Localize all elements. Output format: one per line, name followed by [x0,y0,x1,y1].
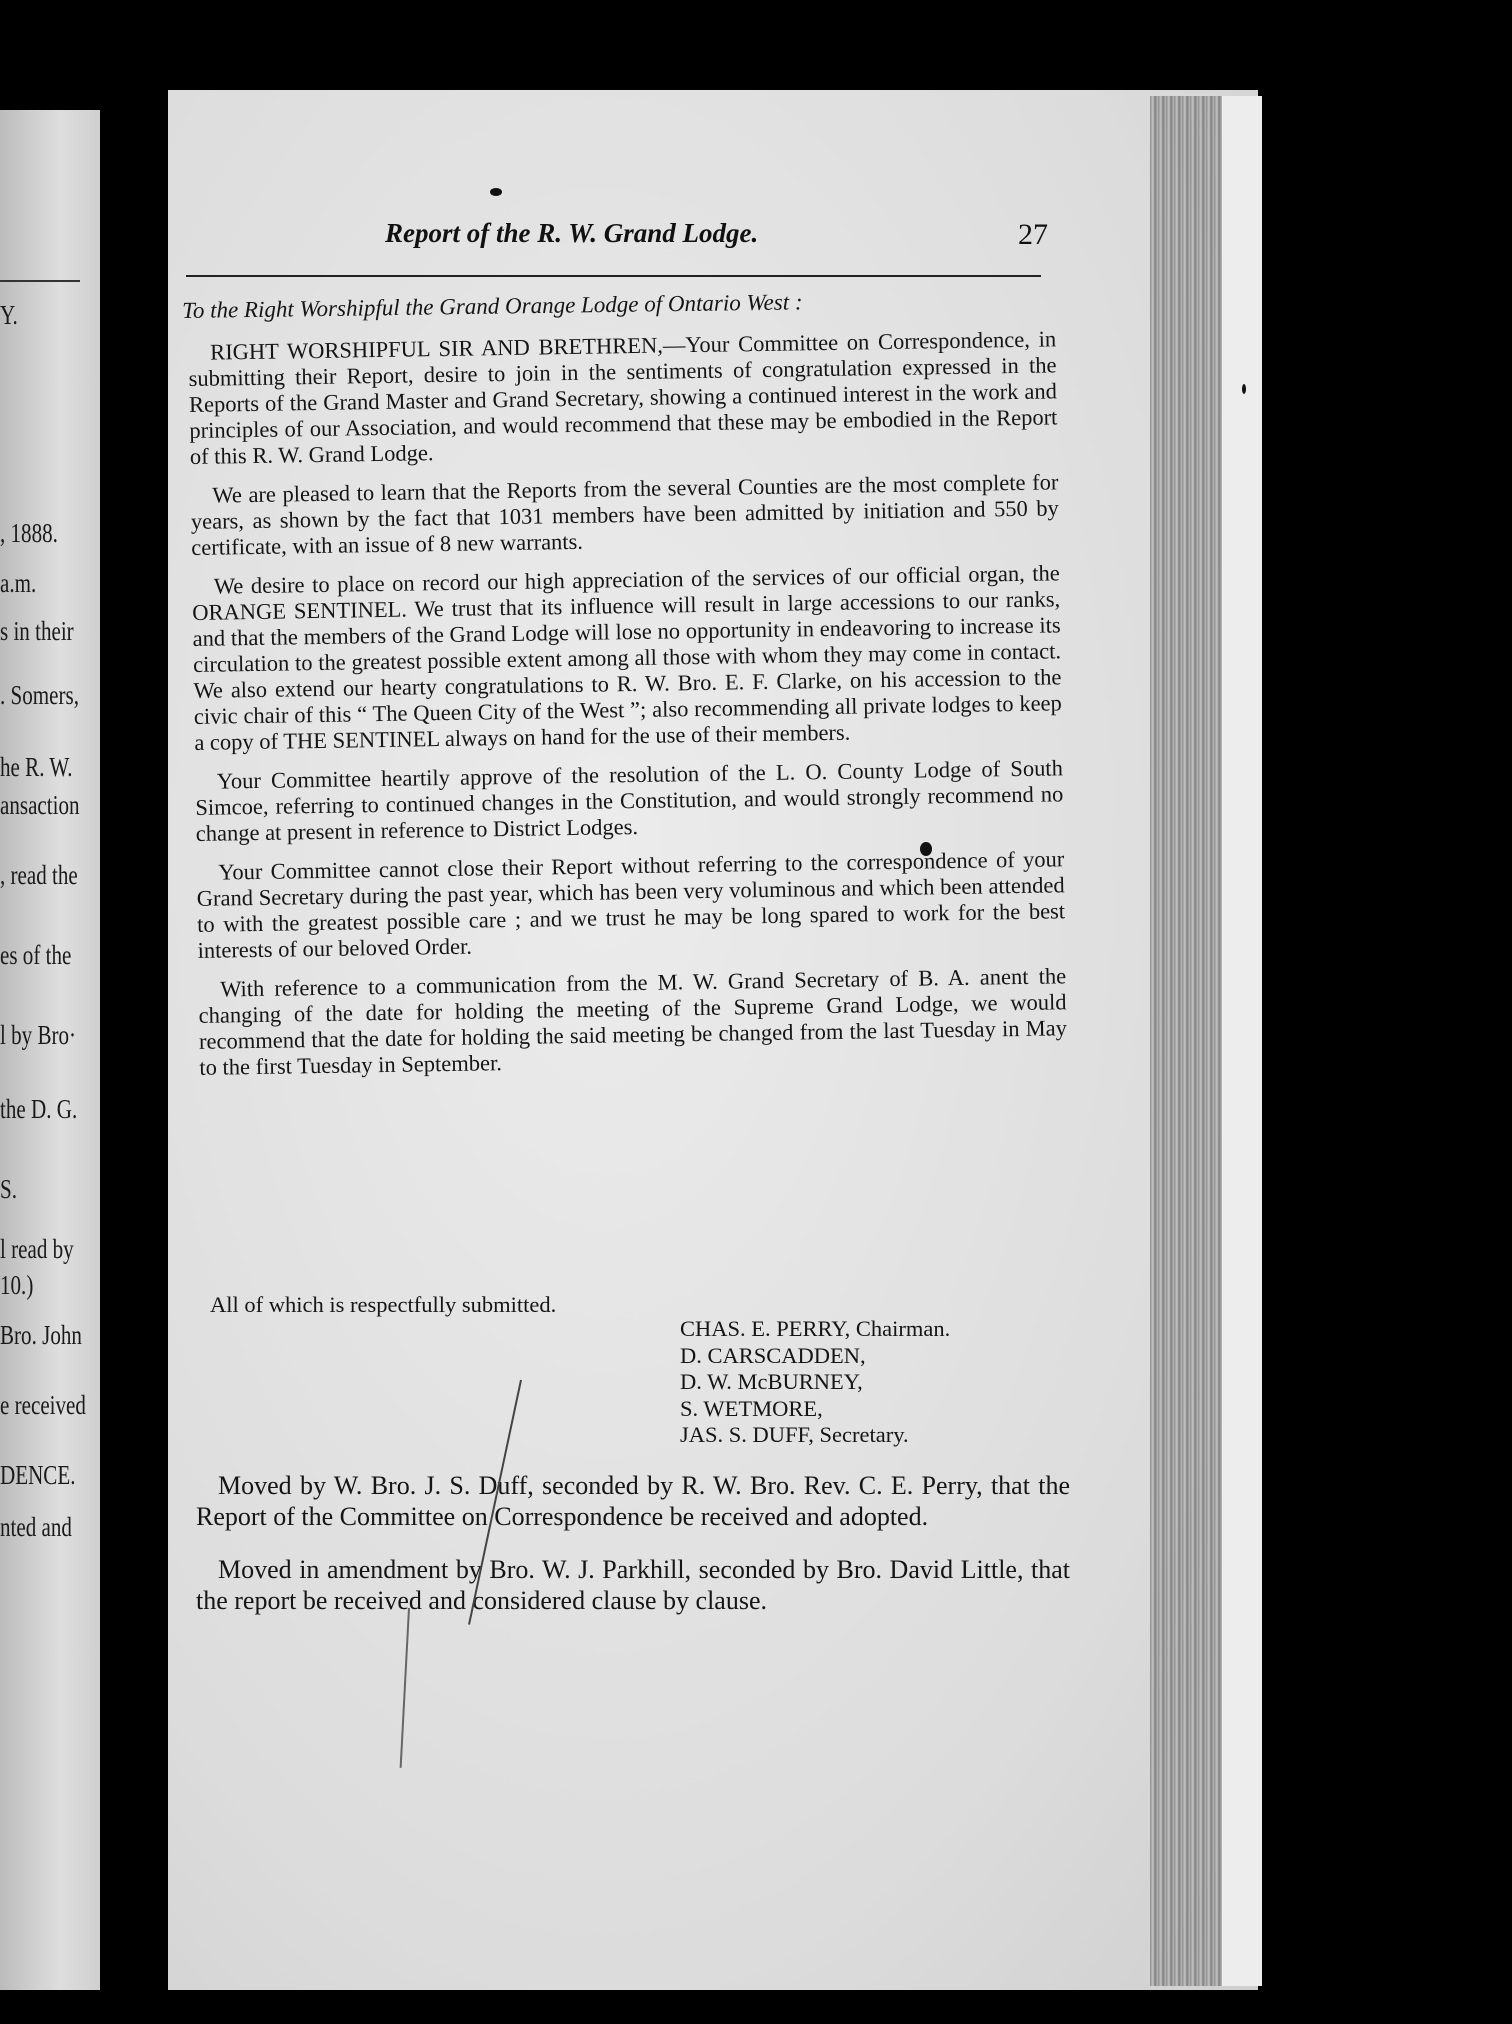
facing-page-line: S. [0,1174,17,1204]
facing-page-line: Bro. John [0,1320,82,1350]
ink-speck [490,188,502,196]
paragraph: RIGHT WORSHIPFUL SIR AND BRETHREN,—Your Committee on Correspondence, in submitting their Report, desire to join in the sentiments of congratulation expressed in the Reports of the Grand Master and Grand Secretary, showing a continued interest in the work and principles of our Association, and would recommend that these may be embodied in the Report of this R. W. Grand Lodge. [188,326,1058,469]
facing-page-line: 10.) [0,1270,34,1300]
facing-page-line: he R. W. [0,752,73,782]
facing-page-line: , read the [0,860,78,890]
facing-page-fragment [0,110,100,1990]
paragraph: We are pleased to learn that the Reports from the several Counties are the most complete for years, as shown by the fact that 1031 members have been admitted by initiation and 550 by certificate, with an issue of 8 new warrants. [190,469,1059,560]
signature-line: S. WETMORE, [680,1395,823,1421]
motion: Moved in amendment by Bro. W. J. Parkhill, seconded by Bro. David Little, that the report be received and considered clause by clause. [196,1555,1070,1615]
paragraph: With reference to a communication from the M. W. Grand Secretary of B. A. anent the changing of the date for holding the meeting of the Supreme Grand Lodge, we would recommend that the date for holding the said meeting be changed from the last Tuesday in May to the first Tuesday in September. [198,963,1068,1080]
ink-speck [1242,384,1246,394]
motion: Moved by W. Bro. J. S. Duff, seconded by R. W. Bro. Rev. C. E. Perry, that the Report of the Committee on Correspondence be received and adopted. [196,1471,1070,1531]
facing-page-line: e received [0,1390,86,1420]
signoff-intro: All of which is respectfully submitted. [210,1292,557,1317]
facing-page-line: l by Bro· [0,1020,77,1050]
facing-page-line: nted and [0,1512,72,1542]
facing-page-line: a.m. [0,568,37,598]
facing-page-rule [0,280,80,282]
signature-line: JAS. S. DUFF, Secretary. [680,1422,909,1447]
facing-page-line: Y. [0,300,18,330]
facing-page-line: es of the [0,940,72,970]
signature-line: CHAS. E. PERRY, Chairman. [680,1316,951,1341]
page-number: 27 [1018,218,1048,251]
running-header: Report of the R. W. Grand Lodge. [385,218,759,248]
paragraph: Your Committee cannot close their Report without referring to the correspondence of your Grand Secretary during the past year, which has been very voluminous and which been attended to with the greatest possible care ; and we trust he may be long spared to work for the best interests of our beloved Order. [196,846,1066,963]
motions [196,1470,1070,1638]
report-body [188,326,1068,1094]
facing-page-line: the D. G. [0,1094,78,1124]
paragraph: Your Committee heartily approve of the resolution of the L. O. County Lodge of South Simcoe, referring to continued changes in the Constitution, and would strongly recommend no change at present in reference to District Lodges. [195,755,1064,846]
addressee-line: To the Right Worshipful the Grand Orange Lodge of Ontario West : [182,289,803,323]
facing-page-line: DENCE. [0,1460,76,1490]
signature-line: D. W. McBURNEY, [680,1369,863,1394]
facing-page-line: , 1888. [0,518,58,548]
facing-page-line: . Somers, [0,680,79,710]
facing-page-line: s in their [0,616,74,646]
signature-block [680,1316,950,1449]
header-rule [186,275,1041,277]
page-edge-light [1222,96,1262,1986]
paragraph: We desire to place on record our high appreciation of the services of our official organ, the ORANGE SENTINEL. We trust that its influence will result in large accessions to our ranks, and that the members of the Grand Lodge will lose no opportunity in endeavoring to increase its circulation to the greatest possible extent among all those with whom they may come in contact. We also extend our hearty congratulations to R. W. Bro. E. F. Clarke, on his accession to the civic chair of this “ The Queen City of the West ”; also recommending all private lodges to keep a copy of THE SENTINEL always on hand for the use of their members. [192,560,1063,755]
facing-page-line: l read by [0,1234,74,1264]
signature-line: D. CARSCADDEN, [680,1342,866,1368]
facing-page-line: ansaction [0,790,80,820]
